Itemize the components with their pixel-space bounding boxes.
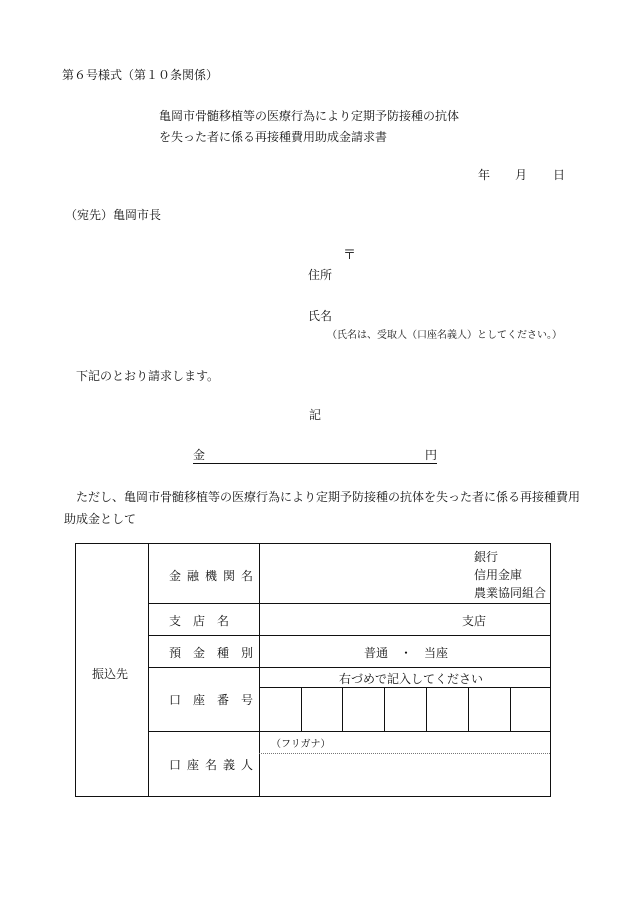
form-number: 第６号様式（第１０条関係） (62, 68, 219, 82)
account-number-note: 右づめで記入してください (339, 672, 484, 686)
furigana-divider (259, 753, 550, 754)
table-divider (148, 544, 149, 796)
branch-name-label: 支 店 名 (169, 614, 230, 628)
institution-option-nokyo: 農業協同組合 (474, 586, 547, 600)
digit-box-divider (468, 687, 469, 731)
financial-institution-label: 金融機関名 (169, 569, 260, 583)
amount-suffix: 円 (424, 448, 437, 462)
digit-box-divider (342, 687, 343, 731)
amount-line (193, 446, 437, 464)
table-divider (148, 635, 550, 636)
digit-box-divider (384, 687, 385, 731)
postal-mark: 〒 (343, 248, 357, 263)
table-divider (259, 687, 550, 688)
digit-box-divider (426, 687, 427, 731)
bank-transfer-table (75, 543, 551, 797)
address-label: 住所 (308, 268, 333, 282)
transfer-destination-label: 振込先 (92, 667, 129, 681)
amount-prefix: 金 (193, 448, 206, 462)
deposit-type-options: 普通 ・ 当座 (364, 646, 449, 660)
table-divider (148, 603, 550, 604)
table-divider (148, 667, 550, 668)
institution-option-shinkin: 信用金庫 (474, 568, 523, 582)
digit-box-divider (301, 687, 302, 731)
document-title-line1: 亀岡市骨髄移植等の医療行為により定期予防接種の抗体 (159, 109, 460, 123)
date-month-label: 月 (515, 168, 528, 182)
date-day-label: 日 (553, 168, 566, 182)
account-number-label: 口 座 番 号 (169, 693, 254, 707)
furigana-label: （フリガナ） (271, 739, 331, 750)
institution-option-bank: 銀行 (474, 550, 499, 564)
branch-suffix: 支店 (462, 614, 487, 628)
ki-heading: 記 (309, 408, 322, 422)
name-label: 氏名 (308, 309, 333, 323)
addressee: （宛先）亀岡市長 (65, 208, 162, 222)
name-note: （氏名は、受取人（口座名義人）としてください。） (327, 330, 562, 341)
table-divider (148, 731, 550, 732)
digit-box-divider (510, 687, 511, 731)
request-text: 下記のとおり請求します。 (76, 369, 220, 383)
document-title-line2: を失った者に係る再接種費用助成金請求書 (159, 130, 388, 144)
proviso-text: ただし、亀岡市骨髄移植等の医療行為により定期予防接種の抗体を失った者に係る再接種費用助成金として (64, 490, 581, 526)
account-holder-label: 口座名義人 (169, 758, 260, 772)
table-divider (259, 544, 260, 796)
date-year-label: 年 (478, 168, 491, 182)
deposit-type-label: 預 金 種 別 (169, 646, 254, 660)
